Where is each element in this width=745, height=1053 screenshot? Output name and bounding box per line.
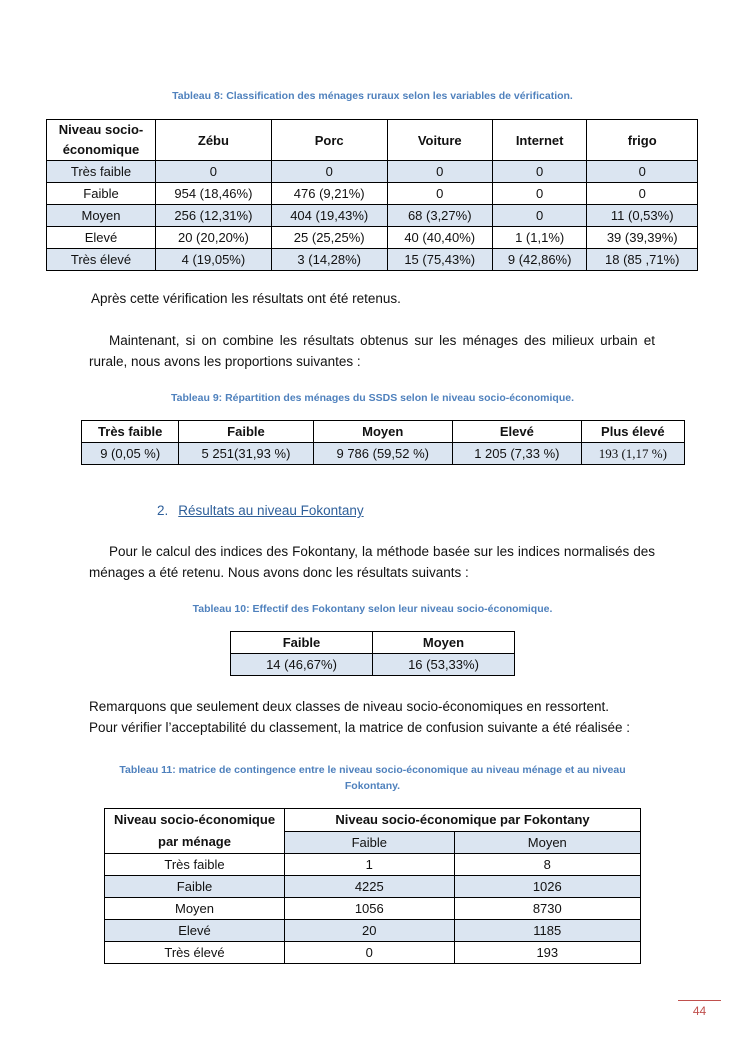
table-row xyxy=(82,443,685,465)
paragraph: Après cette vérification les résultats ont été retenus. xyxy=(91,291,401,306)
table-cell: 39 (39,39%) xyxy=(587,227,698,249)
table9-header: Elevé xyxy=(452,421,581,443)
table-cell: 1 xyxy=(285,854,455,876)
table-cell: 20 (20,20%) xyxy=(156,227,272,249)
table-cell: 0 xyxy=(492,205,587,227)
table10 xyxy=(230,631,515,676)
section-number: 2. xyxy=(157,503,169,518)
section-title[interactable]: Résultats au niveau Fokontany xyxy=(178,503,364,518)
table-cell: 14 (46,67%) xyxy=(231,654,373,676)
table8-header: Voiture xyxy=(387,120,492,161)
table-cell: 476 (9,21%) xyxy=(271,183,387,205)
table-row xyxy=(105,898,641,920)
table-cell: Très élevé xyxy=(105,942,285,964)
table-cell: 11 (0,53%) xyxy=(587,205,698,227)
page-number: 44 xyxy=(678,1000,721,1018)
paragraph: Pour le calcul des indices des Fokontany, la méthode basée sur les indices normalisés des ménages a été retenu. Nous avons donc les résultats suivants : xyxy=(89,544,655,580)
table-cell: 9 (0,05 %) xyxy=(82,443,179,465)
paragraph: Pour vérifier l’acceptabilité du classement, la matrice de confusion suivante a été réalisée : xyxy=(89,720,631,735)
table9-header: Plus élevé xyxy=(581,421,684,443)
table11-row-header xyxy=(105,809,285,854)
table11-row-header-line: par ménage xyxy=(158,834,231,849)
table-cell: 25 (25,25%) xyxy=(271,227,387,249)
table-cell: 68 (3,27%) xyxy=(387,205,492,227)
table-cell: 256 (12,31%) xyxy=(156,205,272,227)
table-cell: 1185 xyxy=(454,920,640,942)
table-row xyxy=(105,920,641,942)
table9-header: Faible xyxy=(179,421,313,443)
table-cell: 15 (75,43%) xyxy=(387,249,492,271)
table-row xyxy=(231,654,515,676)
table-cell: 20 xyxy=(285,920,455,942)
table-cell: 5 251(31,93 %) xyxy=(179,443,313,465)
table-row xyxy=(47,249,698,271)
table11 xyxy=(104,808,641,964)
table-cell: 1056 xyxy=(285,898,455,920)
table-cell: Très faible xyxy=(105,854,285,876)
table9-header: Très faible xyxy=(82,421,179,443)
table-cell: 3 (14,28%) xyxy=(271,249,387,271)
table-cell: Très faible xyxy=(47,161,156,183)
table-cell: 40 (40,40%) xyxy=(387,227,492,249)
table-cell: 193 (1,17 %) xyxy=(581,443,684,465)
table-row xyxy=(47,183,698,205)
table-cell: 0 xyxy=(387,161,492,183)
table11-row-header-line: Niveau socio-économique xyxy=(113,812,276,827)
table10-caption: Tableau 10: Effectif des Fokontany selon leur niveau socio-économique. xyxy=(192,603,553,615)
table-cell: 0 xyxy=(387,183,492,205)
table-row xyxy=(105,876,641,898)
paragraph: Remarquons que seulement deux classes de niveau socio-économiques en ressortent. xyxy=(89,699,610,714)
table-cell: 16 (53,33%) xyxy=(373,654,515,676)
table-cell: 18 (85 ,71%) xyxy=(587,249,698,271)
table-cell: Faible xyxy=(105,876,285,898)
table-cell: 0 xyxy=(156,161,272,183)
table8-header: Internet xyxy=(492,120,587,161)
table-cell: 0 xyxy=(271,161,387,183)
table-row xyxy=(47,205,698,227)
table-cell: Moyen xyxy=(105,898,285,920)
table-row xyxy=(105,942,641,964)
table11-col-group: Niveau socio-économique par Fokontany xyxy=(285,809,641,832)
table-row xyxy=(105,854,641,876)
table9 xyxy=(81,420,685,465)
table-cell: 9 786 (59,52 %) xyxy=(313,443,452,465)
table-cell: Elevé xyxy=(105,920,285,942)
table-cell: 404 (19,43%) xyxy=(271,205,387,227)
table-cell: 8 xyxy=(454,854,640,876)
table8-caption: Tableau 8: Classification des ménages ruraux selon les variables de vérification. xyxy=(172,90,573,102)
table11-sub-header: Faible xyxy=(285,831,455,854)
table-cell: 0 xyxy=(492,161,587,183)
table-cell: 193 xyxy=(454,942,640,964)
section-heading xyxy=(157,503,364,518)
table9-header: Moyen xyxy=(313,421,452,443)
table-cell: 0 xyxy=(587,183,698,205)
table-cell: 1 (1,1%) xyxy=(492,227,587,249)
table9-caption: Tableau 9: Répartition des ménages du SSDS selon le niveau socio-économique. xyxy=(171,392,574,404)
table-cell: Faible xyxy=(47,183,156,205)
table-cell: Très élevé xyxy=(47,249,156,271)
table-cell: 4225 xyxy=(285,876,455,898)
table8-header: Niveau socio- économique xyxy=(47,120,156,161)
table8-header: Porc xyxy=(271,120,387,161)
table10-header: Faible xyxy=(231,632,373,654)
table-cell: 0 xyxy=(587,161,698,183)
table11-caption xyxy=(0,762,745,794)
table-row xyxy=(47,161,698,183)
table-row xyxy=(47,227,698,249)
table-cell: Elevé xyxy=(47,227,156,249)
table8 xyxy=(46,119,698,271)
table-cell: 1026 xyxy=(454,876,640,898)
table11-sub-header: Moyen xyxy=(454,831,640,854)
table-cell: 954 (18,46%) xyxy=(156,183,272,205)
table-cell: 1 205 (7,33 %) xyxy=(452,443,581,465)
table-cell: 9 (42,86%) xyxy=(492,249,587,271)
table11-caption-line: Tableau 11: matrice de contingence entre le niveau socio-économique au niveau ménage et au niveau xyxy=(119,764,626,776)
paragraph: Maintenant, si on combine les résultats obtenus sur les ménages des milieux urbain et rurale, nous avons les proportions suivantes : xyxy=(89,333,655,369)
table8-header: Zébu xyxy=(156,120,272,161)
table-cell: 0 xyxy=(492,183,587,205)
table-cell: 0 xyxy=(285,942,455,964)
table10-header: Moyen xyxy=(373,632,515,654)
table-cell: 4 (19,05%) xyxy=(156,249,272,271)
table8-header: frigo xyxy=(587,120,698,161)
table-cell: 8730 xyxy=(454,898,640,920)
table11-caption-line: Fokontany. xyxy=(344,780,401,792)
table-cell: Moyen xyxy=(47,205,156,227)
